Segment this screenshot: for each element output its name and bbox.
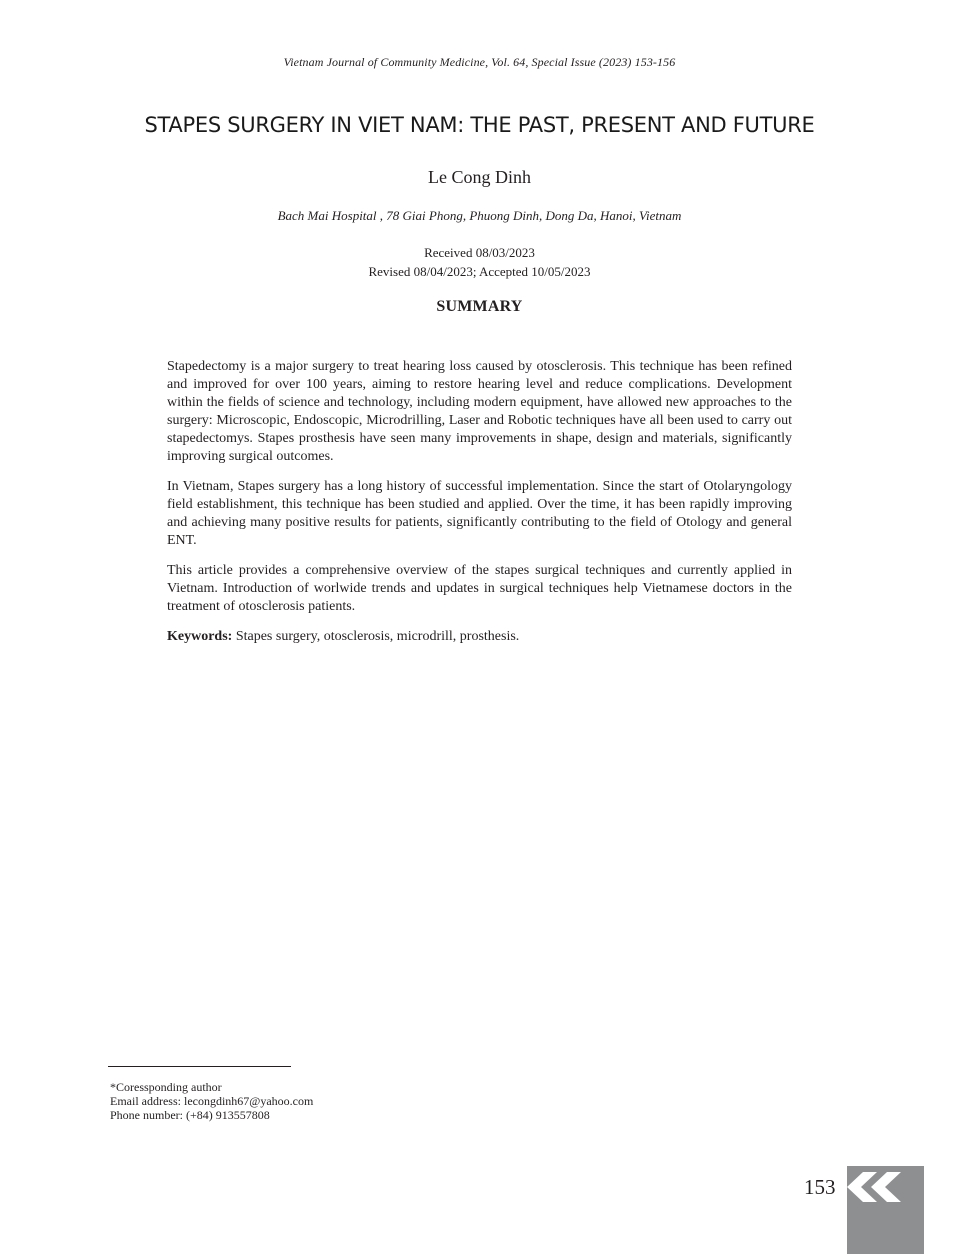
abstract-paragraph-2: In Vietnam, Stapes surgery has a long history of successful implementation. Since the start of Otolaryngology field establishment, this technique has been studied and applied. Over the time, it has been rapidly improving and achieving many positive results for patients, significantly contributing to the field of Otology and general ENT. — [167, 479, 792, 548]
footnote — [110, 1080, 313, 1122]
received-date: Received 08/03/2023 — [424, 245, 535, 260]
keywords-list: Stapes surgery, otosclerosis, microdrill, prosthesis. — [232, 629, 520, 644]
page-corner-tab — [847, 1166, 924, 1254]
abstract-paragraph-1: Stapedectomy is a major surgery to treat hearing loss caused by otosclerosis. This technique has been refined and improved for over 100 years, aiming to restore hearing level and reduce complications. Development within the fields of science and technology, including modern equipment, have allowed new approaches to the surgery: Microscopic, Endoscopic, Microdrilling, Laser and Robotic techniques have all been used to carry out stapedectomys. Stapes prosthesis have seen many improvements in shape, design and materials, significantly improving surgical outcomes. — [167, 359, 792, 464]
email-address: Email address: lecongdinh67@yahoo.com — [110, 1094, 314, 1108]
keywords-label: Keywords: — [167, 629, 233, 644]
author-name: Le Cong Dinh — [428, 167, 531, 187]
article-title: STAPES SURGERY IN VIET NAM: THE PAST, PRESENT AND FUTURE — [144, 113, 815, 137]
phone-number: Phone number: (+84) 913557808 — [110, 1108, 270, 1122]
corresponding-author-note: *Coressponding author — [110, 1080, 222, 1094]
summary-heading: SUMMARY — [436, 298, 523, 315]
author-affiliation: Bach Mai Hospital , 78 Giai Phong, Phuong Dinh, Dong Da, Hanoi, Vietnam — [277, 208, 682, 223]
article-dates — [0, 243, 959, 281]
double-chevron-left-icon — [847, 1166, 924, 1254]
running-head: Vietnam Journal of Community Medicine, Vol. 64, Special Issue (2023) 153-156 — [283, 55, 676, 69]
revised-accepted-date: Revised 08/04/2023; Accepted 10/05/2023 — [368, 264, 591, 279]
keywords-line — [167, 628, 792, 646]
chevron-left-icon — [871, 1172, 901, 1202]
abstract-body — [167, 358, 792, 658]
abstract-paragraph-3: This article provides a comprehensive overview of the stapes surgical techniques and currently applied in Vietnam. Introduction of worlwide trends and updates in surgical techniques help Vietnamese doctors in the treatment of otosclerosis patients. — [167, 563, 792, 614]
footnote-divider — [108, 1066, 291, 1067]
page-number: 153 — [804, 1175, 836, 1199]
